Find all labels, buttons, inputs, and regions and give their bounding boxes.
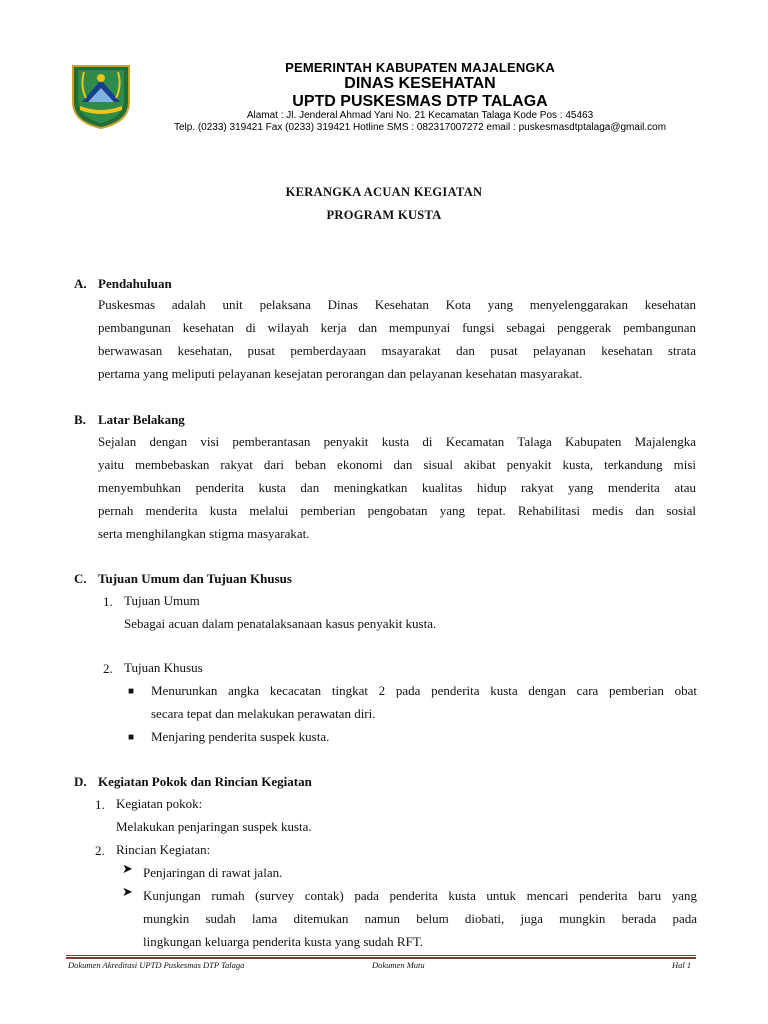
footer-document-type: Dokumen Mutu <box>372 960 425 970</box>
letterhead-agency: DINAS KESEHATAN <box>344 75 496 92</box>
section-letter: A. <box>74 276 87 291</box>
section-letter: B. <box>74 412 86 427</box>
letterhead-unit: UPTD PUSKESMAS DTP TALAGA <box>292 93 548 110</box>
square-bullet-icon: ■ <box>128 732 135 743</box>
section-letter: D. <box>74 774 87 789</box>
letterhead-address: Alamat : Jl. Jenderal Ahmad Yani No. 21 Kecamatan Talaga Kode Pos : 45463 <box>246 110 594 121</box>
section-a-heading <box>74 276 172 292</box>
list-item: Penjaringan di rawat jalan. <box>143 865 283 880</box>
section-a-paragraph <box>98 293 696 385</box>
section-title: Pendahuluan <box>98 276 172 291</box>
letterhead-government: PEMERINTAH KABUPATEN MAJALENGKA <box>285 60 555 75</box>
paragraph-line: pembangunan kesehatan di wilayah kerja dan mempunyai fungsi sebagai penggerak pembangunan <box>98 320 696 335</box>
letterhead-contact: Telp. (0233) 319421 Fax (0233) 319421 Hotline SMS : 082317007272 email : puskesmasdtptalaga@gmail.com <box>173 122 667 133</box>
tujuan-khusus-label: Tujuan Khusus <box>124 660 203 675</box>
list-number: 1. <box>95 797 105 812</box>
section-c-heading <box>74 571 292 587</box>
arrow-bullet-icon: ➤ <box>122 861 133 876</box>
list-item: Menjaring penderita suspek kusta. <box>151 729 330 744</box>
section-b-paragraph <box>98 430 696 545</box>
section-d-heading <box>74 774 312 790</box>
footer-document-name: Dokumen Akreditasi UPTD Puskesmas DTP Talaga <box>68 960 245 970</box>
list-item-continuation: secara tepat dan melakukan perawatan diri. <box>151 706 376 721</box>
list-item: Kunjungan rumah (survey contak) pada penderita kusta untuk mencari penderita baru yang <box>143 888 697 903</box>
section-letter: C. <box>74 571 87 586</box>
section-title: Tujuan Umum dan Tujuan Khusus <box>98 571 292 586</box>
arrow-bullet-icon: ➤ <box>122 884 133 899</box>
paragraph-line: serta menghilangkan stigma masyarakat. <box>98 526 310 541</box>
majalengka-emblem-logo <box>68 62 134 130</box>
document-subtitle: PROGRAM KUSTA <box>326 208 442 222</box>
paragraph-line: menyembuhkan penderita kusta dan meningkatkan kualitas hidup rakyat yang menderita atau <box>98 480 696 495</box>
footer-page-number: Hal 1 <box>672 960 692 970</box>
paragraph-line: Puskesmas adalah unit pelaksana Dinas Kesehatan Kota yang menyelenggarakan kesehatan <box>98 297 696 312</box>
list-item: Menurunkan angka kecacatan tingkat 2 pada penderita kusta dengan cara pemberian obat <box>151 683 697 698</box>
tujuan-umum-label: Tujuan Umum <box>124 593 200 608</box>
kegiatan-pokok-text: Melakukan penjaringan suspek kusta. <box>116 819 312 834</box>
list-number: 1. <box>103 594 113 609</box>
paragraph-line: Sejalan dengan visi pemberantasan penyakit kusta di Kecamatan Talaga Kabupaten Majalengka <box>98 434 696 449</box>
paragraph-line: yaitu membebaskan rakyat dari beban ekonomi dan sisual akibat penyakit kusta, terkandung misi <box>98 457 696 472</box>
section-b-heading <box>74 412 185 428</box>
list-number: 2. <box>103 661 113 676</box>
list-number: 2. <box>95 843 105 858</box>
rincian-kegiatan-label: Rincian Kegiatan: <box>116 842 211 857</box>
section-title: Kegiatan Pokok dan Rincian Kegiatan <box>98 774 312 789</box>
square-bullet-icon: ■ <box>128 686 135 697</box>
list-item-continuation: mungkin sudah lama ditemukan namun belum diobati, juga mungkin berada pada <box>143 911 697 926</box>
footer-rule <box>66 955 696 959</box>
kegiatan-pokok-label: Kegiatan pokok: <box>116 796 203 811</box>
section-title: Latar Belakang <box>98 412 185 427</box>
paragraph-line: berwawasan kesehatan, pusat pemberdayaan msayarakat dan pusat pelayanan kesehatan strata <box>98 343 696 358</box>
paragraph-line: pernah menderita kusta melalui pemberian pengobatan yang tepat. Rehabilitasi medis dan sosial <box>98 503 696 518</box>
paragraph-line: pertama yang meliputi pelayanan kesejatan perorangan dan pelayanan kesehatan masyarakat. <box>98 366 583 381</box>
document-title: KERANGKA ACUAN KEGIATAN <box>285 185 483 199</box>
list-item-continuation: lingkungan keluarga penderita kusta yang sudah RFT. <box>143 934 424 949</box>
tujuan-umum-text: Sebagai acuan dalam penatalaksanaan kasus penyakit kusta. <box>124 616 437 631</box>
